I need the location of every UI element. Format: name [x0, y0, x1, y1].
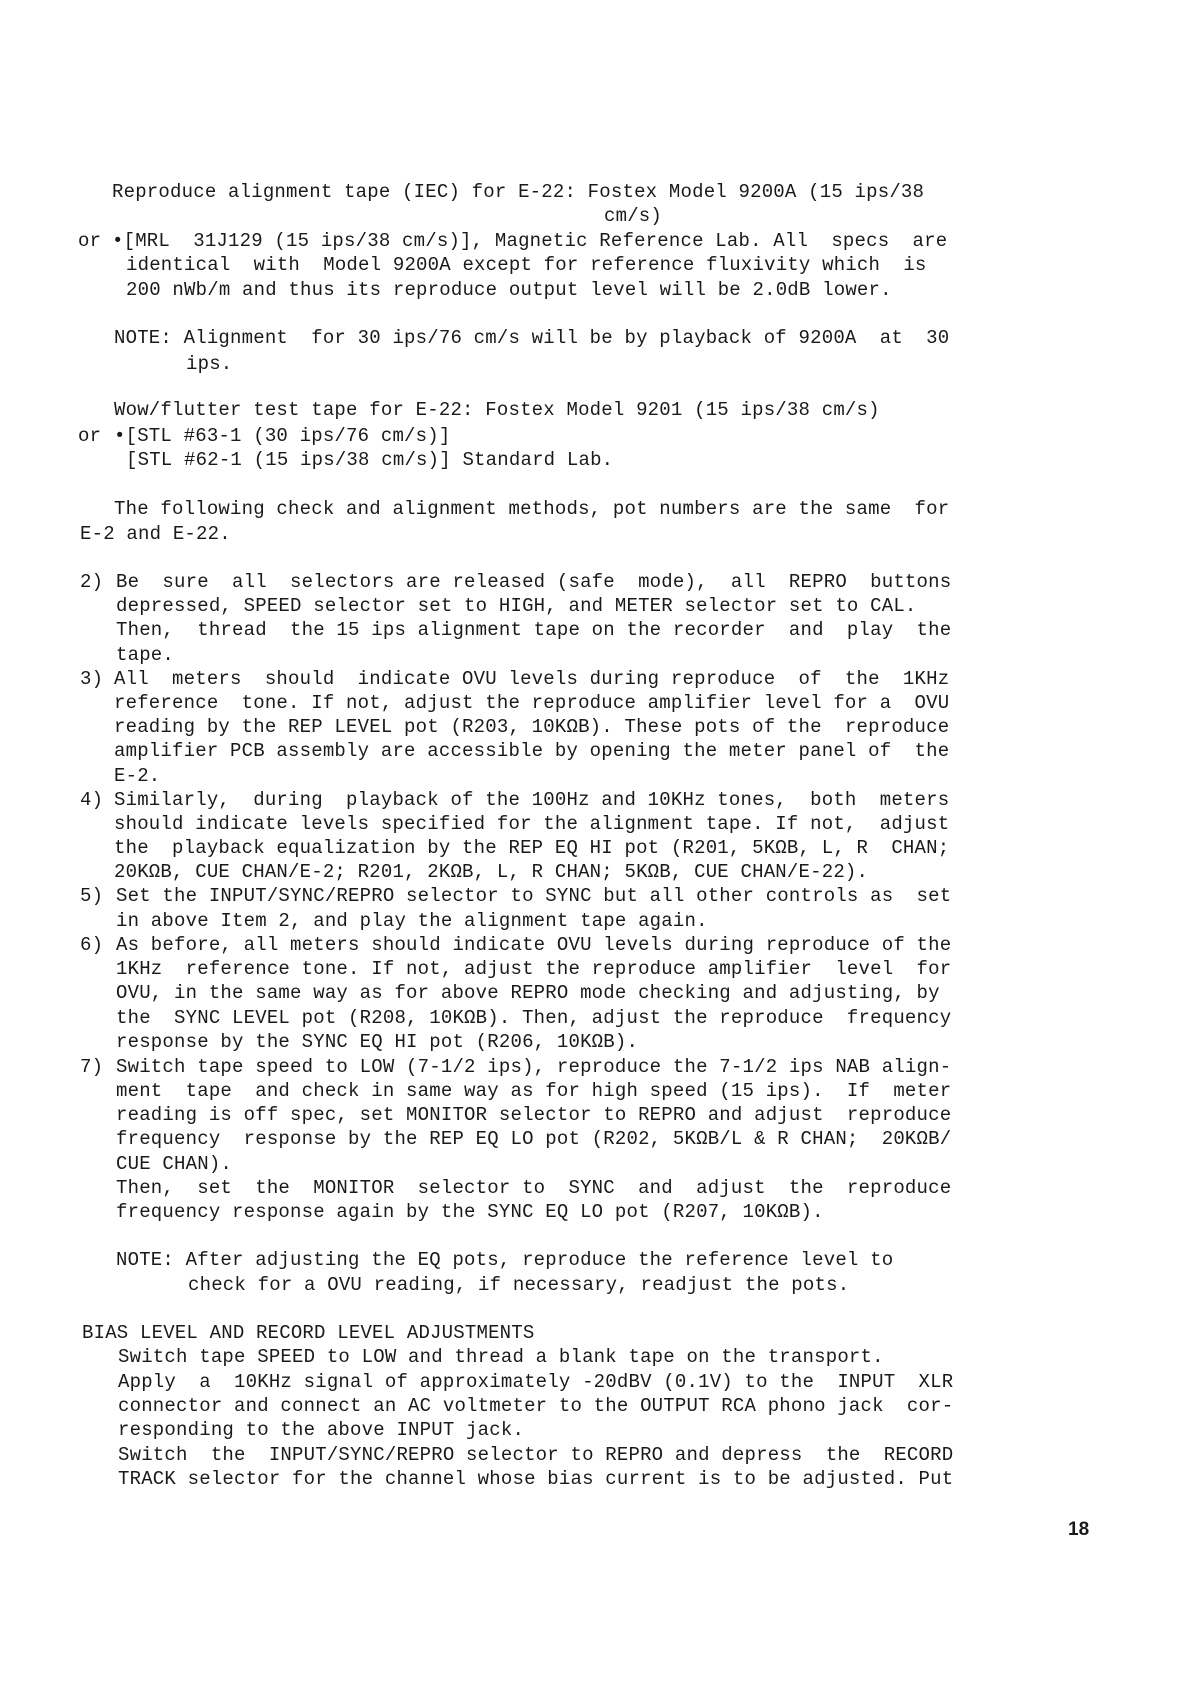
item-7-number: 7)	[80, 1056, 104, 1078]
item-2-number: 2)	[80, 571, 104, 593]
item-6-line-1: As before, all meters should indicate OVU levels during reproduce of the	[116, 934, 952, 956]
item-6-line-2: 1KHz reference tone. If not, adjust the reproduce amplifier level for	[116, 958, 952, 980]
wow-line-3: [STL #62-1 (15 ips/38 cm/s)] Standard Lab.	[126, 449, 614, 471]
item-2-line-4: tape.	[116, 644, 175, 666]
intro-line-2: cm/s)	[604, 205, 663, 227]
or-prefix-stl: or	[78, 425, 102, 447]
item-5-number: 5)	[80, 885, 104, 907]
item-7-line-3: reading is off spec, set MONITOR selector to REPRO and adjust reproduce	[116, 1104, 952, 1126]
bias-line-2: Apply a 10KHz signal of approximately -20dBV (0.1V) to the INPUT XLR	[118, 1371, 954, 1393]
bias-line-5: Switch the INPUT/SYNC/REPRO selector to REPRO and depress the RECORD	[118, 1444, 954, 1466]
item-3-number: 3)	[80, 668, 104, 690]
wow-line-1: Wow/flutter test tape for E-22: Fostex Model 9201 (15 ips/38 cm/s)	[114, 399, 880, 421]
bias-line-3: connector and connect an AC voltmeter to the OUTPUT RCA phono jack cor-	[118, 1395, 954, 1417]
item-7-line-7: frequency response again by the SYNC EQ LO pot (R207, 10KΩB).	[116, 1201, 824, 1223]
item-6-line-3: OVU, in the same way as for above REPRO mode checking and adjusting, by	[116, 982, 940, 1004]
item-4-number: 4)	[80, 789, 104, 811]
intro-line-1: Reproduce alignment tape (IEC) for E-22: Fostex Model 9200A (15 ips/38	[112, 181, 925, 203]
page-number: 18	[1068, 1519, 1090, 1540]
item-3-line-5: E-2.	[114, 765, 161, 787]
note2-line-2: check for a OVU reading, if necessary, readjust the pots.	[188, 1274, 850, 1296]
item-4-line-2: should indicate levels specified for the alignment tape. If not, adjust	[114, 813, 950, 835]
bias-line-4: responding to the above INPUT jack.	[118, 1419, 525, 1441]
item-5-line-2: in above Item 2, and play the alignment tape again.	[116, 910, 708, 932]
item-7-line-4: frequency response by the REP EQ LO pot (R202, 5KΩB/L & R CHAN; 20KΩB/	[116, 1128, 952, 1150]
bias-line-6: TRACK selector for the channel whose bias current is to be adjusted. Put	[118, 1468, 954, 1490]
item-6-line-4: the SYNC LEVEL pot (R208, 10KΩB). Then, adjust the reproduce frequency	[116, 1007, 952, 1029]
item-6-number: 6)	[80, 934, 104, 956]
item-3-line-4: amplifier PCB assembly are accessible by opening the meter panel of the	[114, 740, 950, 762]
note1-line-1: NOTE: Alignment for 30 ips/76 cm/s will be by playback of 9200A at 30	[114, 327, 950, 349]
note2-line-1: NOTE: After adjusting the EQ pots, reproduce the reference level to	[116, 1249, 894, 1271]
item-3-line-2: reference tone. If not, adjust the reproduce amplifier level for a OVU	[114, 692, 950, 714]
wow-line-2: •[STL #63-1 (30 ips/76 cm/s)]	[114, 425, 451, 447]
following-line-1: The following check and alignment methods, pot numbers are the same for	[114, 498, 950, 520]
item-4-line-1: Similarly, during playback of the 100Hz and 10KHz tones, both meters	[114, 789, 950, 811]
item-3-line-1: All meters should indicate OVU levels during reproduce of the 1KHz	[114, 668, 950, 690]
item-7-line-5: CUE CHAN).	[116, 1153, 233, 1175]
item-7-line-1: Switch tape speed to LOW (7-1/2 ips), reproduce the 7-1/2 ips NAB align-	[116, 1056, 952, 1078]
mrl-line-3: 200 nWb/m and thus its reproduce output level will be 2.0dB lower.	[126, 279, 892, 301]
item-2-line-2: depressed, SPEED selector set to HIGH, and METER selector set to CAL.	[116, 595, 917, 617]
note1-line-2: ips.	[186, 353, 233, 375]
item-7-line-6: Then, set the MONITOR selector to SYNC and adjust the reproduce	[116, 1177, 952, 1199]
mrl-line-2: identical with Model 9200A except for reference fluxivity which is	[126, 254, 927, 276]
mrl-line-1: •[MRL 31J129 (15 ips/38 cm/s)], Magnetic Reference Lab. All specs are	[112, 230, 948, 252]
bias-heading: BIAS LEVEL AND RECORD LEVEL ADJUSTMENTS	[82, 1322, 535, 1344]
item-7-line-2: ment tape and check in same way as for high speed (15 ips). If meter	[116, 1080, 952, 1102]
item-3-line-3: reading by the REP LEVEL pot (R203, 10KΩB). These pots of the reproduce	[114, 716, 950, 738]
item-4-line-3: the playback equalization by the REP EQ HI pot (R201, 5KΩB, L, R CHAN;	[114, 837, 950, 859]
item-6-line-5: response by the SYNC EQ HI pot (R206, 10KΩB).	[116, 1031, 639, 1053]
item-4-line-4: 20KΩB, CUE CHAN/E-2; R201, 2KΩB, L, R CHAN; 5KΩB, CUE CHAN/E-22).	[114, 861, 869, 883]
item-2-line-1: Be sure all selectors are released (safe mode), all REPRO buttons	[116, 571, 952, 593]
following-line-2: E-2 and E-22.	[80, 523, 231, 545]
bias-line-1: Switch tape SPEED to LOW and thread a blank tape on the transport.	[118, 1346, 884, 1368]
or-prefix-mrl: or	[78, 230, 102, 252]
item-2-line-3: Then, thread the 15 ips alignment tape on the recorder and play the	[116, 619, 952, 641]
item-5-line-1: Set the INPUT/SYNC/REPRO selector to SYNC but all other controls as set	[116, 885, 952, 907]
